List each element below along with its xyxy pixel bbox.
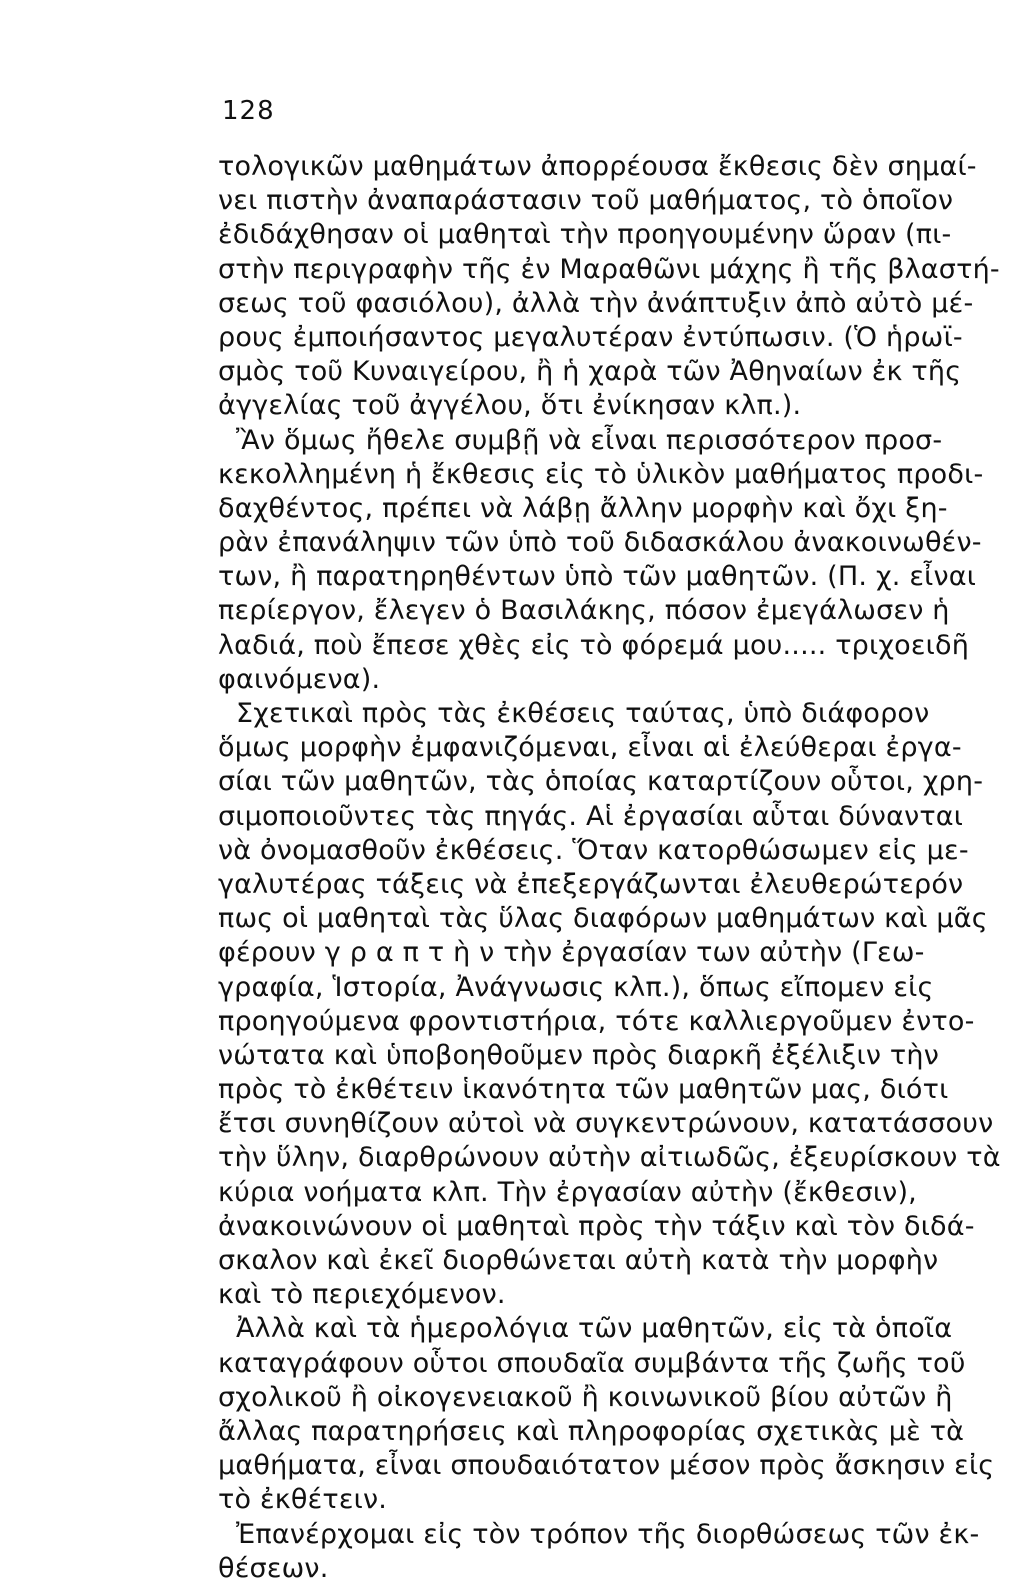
text-line: νώτατα καὶ ὑποβοηθοῦμεν πρὸς διαρκῆ ἐξέλιξιν τὴν <box>218 1039 939 1071</box>
text-line: θέσεων. <box>218 1552 329 1584</box>
text-line: γαλυτέρας τάξεις νὰ ἐπεξεργάζωνται ἐλευθερώτερόν <box>218 868 964 900</box>
text-line: ἐδιδάχθησαν οἱ μαθηταὶ τὴν προηγουμένην ὥραν (πι- <box>218 219 952 251</box>
text-line: σίαι τῶν μαθητῶν, τὰς ὁποίας καταρτίζουν οὗτοι, χρη- <box>218 766 984 798</box>
text-line: των, ἢ παρατηρηθέντων ὑπὸ τῶν μαθητῶν. (Π. χ. εἶναι <box>218 561 977 593</box>
text-line: ρους ἐμποιήσαντος μεγαλυτέραν ἐντύπωσιν. (Ὁ ἡρωϊ- <box>218 321 963 353</box>
text-line: καὶ τὸ περιεχόμενον. <box>218 1279 506 1311</box>
text-line: κεκολλημένη ἡ ἔκθεσις εἰς τὸ ὑλικὸν μαθήματος προδι- <box>218 458 984 490</box>
text-line: νει πιστὴν ἀναπαράστασιν τοῦ μαθήματος, τὸ ὁποῖον <box>218 185 954 217</box>
text-line: κύρια νοήματα κλπ. Τὴν ἐργασίαν αὐτὴν (ἔκθεσιν), <box>218 1176 917 1208</box>
text-line: τολογικῶν μαθημάτων ἀπορρέουσα ἔκθεσις δὲν σημαί- <box>218 151 977 182</box>
text-line: ἄλλας παρατηρήσεις καὶ πληροφορίας σχετικὰς μὲ τὰ <box>218 1415 965 1447</box>
text-line: ὅμως μορφὴν ἐμφανιζόμεναι, εἶναι αἱ ἐλεύθεραι ἐργα- <box>218 732 962 764</box>
text-line: φαινόμενα). <box>218 663 381 695</box>
text-line: τὸ ἐκθέτειν. <box>218 1484 388 1516</box>
text-line: περίεργον, ἔλεγεν ὁ Βασιλάκης, πόσον ἐμεγάλωσεν ἡ <box>218 595 950 627</box>
text-line: Ἀλλὰ καὶ τὰ ἡμερολόγια τῶν μαθητῶν, εἰς τὰ ὁποῖα <box>236 1313 953 1345</box>
text-line: σμὸς τοῦ Κυναιγείρου, ἢ ἡ χαρὰ τῶν Ἀθηναίων ἐκ τῆς <box>218 356 962 388</box>
text-line: πρὸς τὸ ἐκθέτειν ἱκανότητα τῶν μαθητῶν μας, διότι <box>218 1074 949 1106</box>
text-line: δαχθέντος, πρέπει νὰ λάβῃ ἄλλην μορφὴν καὶ ὄχι ξη- <box>218 492 948 524</box>
text-line: νὰ ὀνομασθοῦν ἐκθέσεις. Ὅταν κατορθώσωμεν εἰς με- <box>218 834 969 866</box>
text-line: γραφία, Ἱστορία, Ἀνάγνωσις κλπ.), ὅπως εἴπομεν εἰς <box>218 971 934 1003</box>
text-line: Ἐπανέρχομαι εἰς τὸν τρόπον τῆς διορθώσεως τῶν ἐκ- <box>236 1518 980 1550</box>
text-line: ἔτσι συνηθίζουν αὐτοὶ νὰ συγκεντρώνουν, κατατάσσουν <box>218 1108 994 1140</box>
text-line: Ἂν ὅμως ἤθελε συμβῇ νὰ εἶναι περισσότερον προσ- <box>236 424 943 456</box>
text-line: Σχετικαὶ πρὸς τὰς ἐκθέσεις ταύτας, ὑπὸ διάφορον <box>236 698 930 729</box>
text-line: καταγράφουν οὗτοι σπουδαῖα συμβάντα τῆς ζωῆς τοῦ <box>218 1347 966 1379</box>
body-text <box>218 150 1008 1586</box>
text-line: ρὰν ἐπανάληψιν τῶν ὑπὸ τοῦ διδασκάλου ἀνακοινωθέν- <box>218 527 982 559</box>
text-line: ἀγγελίας τοῦ ἀγγέλου, ὅτι ἐνίκησαν κλπ.). <box>218 390 802 422</box>
text-line: σιμοποιοῦντες τὰς πηγάς. Αἱ ἐργασίαι αὗται δύνανται <box>218 800 964 832</box>
text-line: σχολικοῦ ἢ οἰκογενειακοῦ ἢ κοινωνικοῦ βίου αὐτῶν ἢ <box>218 1381 953 1413</box>
text-line: πως οἱ μαθηταὶ τὰς ὕλας διαφόρων μαθημάτων καὶ μᾶς <box>218 903 988 935</box>
text-line: σκαλον καὶ ἐκεῖ διορθώνεται αὐτὴ κατὰ τὴν μορφὴν <box>218 1245 939 1276</box>
text-line: ἀνακοινώνουν οἱ μαθηταὶ πρὸς τὴν τάξιν καὶ τὸν διδά- <box>218 1210 975 1242</box>
text-line: μαθήματα, εἶναι σπουδαιότατον μέσον πρὸς ἄσκησιν εἰς <box>218 1450 995 1482</box>
text-line: λαδιά, ποὺ ἔπεσε χθὲς εἰς τὸ φόρεμά μου..... τριχοειδῆ <box>218 629 970 661</box>
text-line: προηγούμενα φροντιστήρια, τότε καλλιεργοῦμεν ἐντο- <box>218 1005 975 1037</box>
text-line: στὴν περιγραφὴν τῆς ἐν Μαραθῶνι μάχης ἢ τῆς βλαστή- <box>218 253 1000 285</box>
text-line: φέρουν γ ρ α π τ ὴ ν τὴν ἐργασίαν των αὐτὴν (Γεω- <box>218 937 925 969</box>
text-line: σεως τοῦ φασιόλου), ἀλλὰ τὴν ἀνάπτυξιν ἀπὸ αὐτὸ μέ- <box>218 287 974 319</box>
text-line: τὴν ὕλην, διαρθρώνουν αὐτὴν αἰτιωδῶς, ἐξευρίσκουν τὰ <box>218 1142 1001 1174</box>
page-number: 128 <box>222 96 275 126</box>
